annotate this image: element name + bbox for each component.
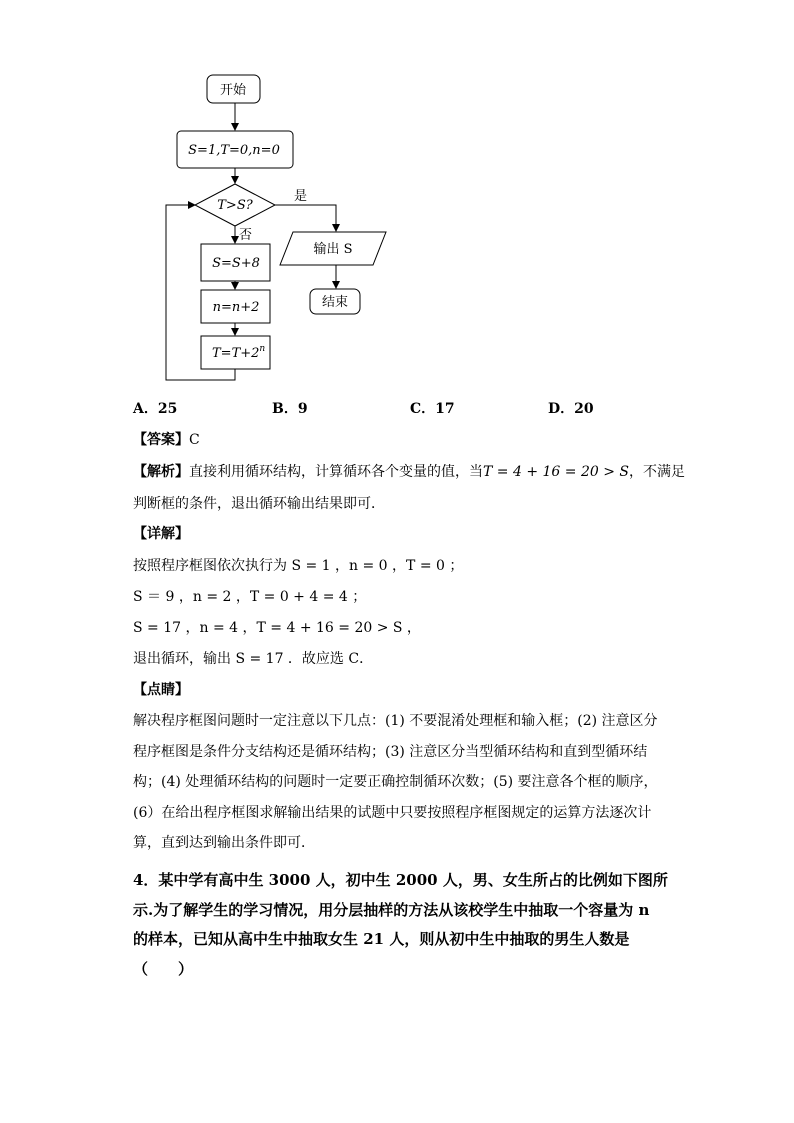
analysis-text-1: 直接利用循环结构，计算循环各个变量的值，当 <box>189 464 483 480</box>
flow-no-label: 否 <box>239 228 253 243</box>
flow-step2-label: n=n+2 <box>212 300 260 315</box>
flow-yes-label: 是 <box>294 189 308 204</box>
option-c: C．17 <box>410 401 455 417</box>
answer-line <box>133 430 200 450</box>
flow-step3-exponent: n <box>259 344 266 354</box>
comment-label: 【点睛】 <box>133 682 189 698</box>
flow-step3-base: T=T+2 <box>212 346 260 361</box>
option-a: A．25 <box>133 401 178 417</box>
flow-init-label: S=1,T=0,n=0 <box>188 143 280 158</box>
flow-start-label: 开始 <box>219 83 247 98</box>
flow-step1-label: S=S+8 <box>212 256 260 271</box>
analysis-formula: T = 4 + 16 = 20 > S <box>483 464 629 480</box>
analysis-line-1 <box>133 462 685 482</box>
flow-end-label: 结束 <box>321 295 349 310</box>
analysis-label: 【解析】 <box>133 464 189 480</box>
analysis-text-2: ，不满足 <box>629 464 685 480</box>
answer-label: 【答案】 <box>133 432 189 448</box>
analysis-line-2: 判断框的条件，退出循环输出结果即可． <box>133 496 385 512</box>
flow-decision-label: T>S? <box>217 198 253 213</box>
detail-line-3: S = 17 ，n = 4 ，T = 4 + 16 = 20 > S ， <box>133 620 421 636</box>
option-b: B．9 <box>272 401 308 417</box>
answer-value: C <box>189 432 200 448</box>
answer-options <box>133 398 633 420</box>
detail-line-1: 按照程序框图依次执行为 S = 1 ，n = 0 ，T = 0 ； <box>133 558 464 574</box>
flow-step3-label <box>212 344 265 361</box>
detail-line-4: 退出循环，输出 S = 17 ．故应选 C． <box>133 651 374 667</box>
detail-label: 【详解】 <box>133 526 189 542</box>
detail-line-2: S ＝ 9 ，n = 2 ，T = 0 + 4 = 4 ； <box>133 589 367 605</box>
option-d: D．20 <box>548 401 594 417</box>
comment-paragraph: 解决程序框图问题时一定注意以下几点：(1) 不要混淆处理框和输入框；(2) 注意区分程序框图是条件分支结构还是循环结构；(3) 注意区分当型循环结构和直到型循环结构；(4) 处理循环结构的问题时一定要正确控制循环次数；(5) 要注意各个框的顺序，(6）在给出程序框图求解输出结果的试题中只要按照程序框图规定的运算方法逐次计算，直到达到输出条件即可． <box>133 713 658 852</box>
question-4: 4．某中学有高中生 3000 人，初中生 2000 人，男、女生所占的比例如下图所示.为了解学生的学习情况，用分层抽样的方法从该校学生中抽取一个容量为 n 的样本，已知从高中生中抽取女生 21 人，则从初中生中抽取的男生人数是（ ） <box>133 871 668 978</box>
flowchart <box>0 0 794 400</box>
flow-output-label: 输出 S <box>313 242 353 257</box>
